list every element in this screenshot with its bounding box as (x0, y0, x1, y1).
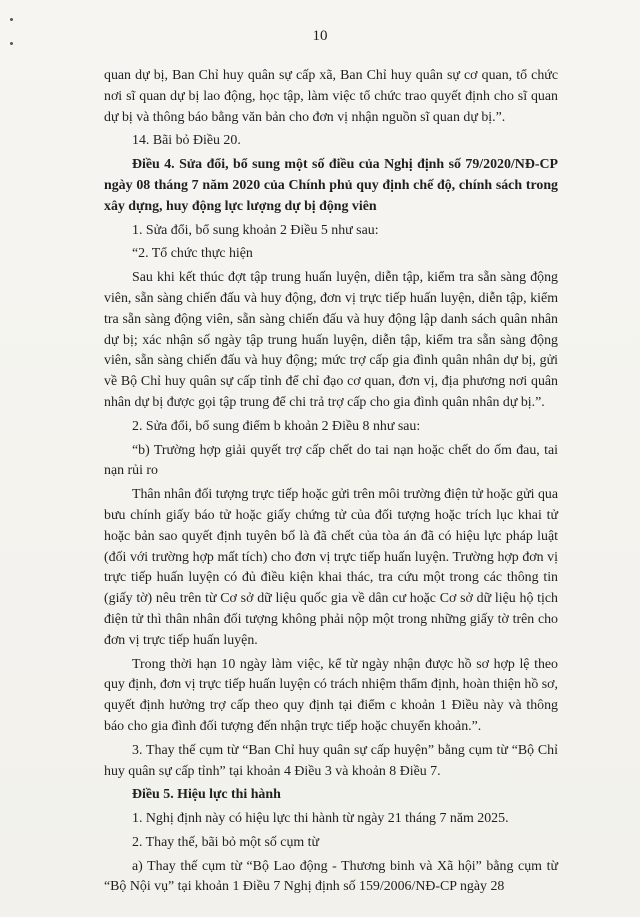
paragraph-time-limit: Trong thời hạn 10 ngày làm việc, kể từ ngày nhận được hồ sơ hợp lệ theo quy định, đơn vị trực tiếp huấn luyện có trách nhiệm thẩm định, hoàn thiện hồ sơ, quyết định hưởng trợ cấp theo quy định tại điểm c khoản 1 Điều này và thông báo cho gia đình đối tượng đến nhận trực tiếp hoặc chuyển khoản.”. (104, 656, 558, 734)
paragraph-implementation: Sau khi kết thúc đợt tập trung huấn luyện, diễn tập, kiểm tra sẵn sàng động viên, sẵn sàng chiến đấu và huy động, đơn vị trực tiếp huấn luyện, diễn tập, kiểm tra sẵn sàng động viên, sẵn sàng chiến đấu và huy động lập danh sách quân nhân dự bị; xác nhận số ngày tập trung huấn luyện, diễn tập, kiểm tra sẵn sàng động viên, sẵn sàng chiến đấu và huy động; mức trợ cấp gia đình quân nhân dự bị, gửi về Bộ Chỉ huy quân sự cấp tỉnh để chỉ đạo cơ quan, đơn vị, địa phương nơi quân nhân dự bị được gọi tập trung để chi trả trợ cấp cho gia đình quân nhân dự bị.”. (104, 270, 558, 410)
paragraph-relatives: Thân nhân đối tượng trực tiếp hoặc gửi trên môi trường điện tử hoặc gửi qua bưu chính giấy báo tử hoặc giấy chứng tử của đối tượng hoặc trích lục khai tử hoặc bản sao quyết định tuyên bố là đã chết của tòa án đã có hiệu lực pháp luật (đối với trường hợp mất tích) cho đơn vị trực tiếp huấn luyện. Trường hợp đơn vị trực tiếp huấn luyện có đủ điều kiện khai thác, tra cứu một trong các thông tin (giấy tờ) nêu trên từ Cơ sở dữ liệu quốc gia về dân cư hoặc Cơ sở dữ liệu hộ tịch điện tử thì thân nhân đối tượng không phải nộp một trong những giấy tờ trên cho đơn vị trực tiếp huấn luyện. (104, 487, 558, 648)
paragraph-clause-3: 3. Thay thế cụm từ “Ban Chỉ huy quân sự cấp huyện” bằng cụm từ “Bộ Chỉ huy quân sự cấp tỉnh” tại khoản 4 Điều 3 và khoản 8 Điều 7. (104, 742, 558, 779)
paragraph-continuation: quan dự bị, Ban Chỉ huy quân sự cấp xã, Ban Chỉ huy quân sự cơ quan, tổ chức nơi sĩ quan dự bị lao động, học tập, làm việc tổ chức trao quyết định cho sĩ quan dự bị và thông báo bằng văn bản cho đơn vị nhận nguồn sĩ quan dự bị.”. (104, 68, 558, 125)
paragraph-point-b: “b) Trường hợp giải quyết trợ cấp chết do tai nạn hoặc chết do ốm đau, tai nạn rủi ro (104, 442, 558, 479)
paragraph-effect-2a: a) Thay thế cụm từ “Bộ Lao động - Thương binh và Xã hội” bằng cụm từ “Bộ Nội vụ” tại khoản 1 Điều 7 Nghị định số 159/2006/NĐ-CP ngày 28 (104, 858, 558, 895)
scan-mark (10, 18, 13, 21)
article-4-heading: Điều 4. Sửa đổi, bổ sung một số điều của Nghị định số 79/2020/NĐ-CP ngày 08 tháng 7 năm 2020 của Chính phủ quy định chế độ, chính sách trong xây dựng, huy động lực lượng dự bị động viên (104, 157, 558, 214)
document-body (104, 66, 558, 901)
paragraph-quote-heading: “2. Tổ chức thực hiện (132, 246, 253, 262)
article-5-heading: Điều 5. Hiệu lực thi hành (132, 787, 281, 803)
paragraph-clause-14: 14. Bãi bỏ Điều 20. (132, 133, 241, 149)
paragraph-clause-2: 2. Sửa đổi, bổ sung điểm b khoản 2 Điều 8 như sau: (132, 418, 421, 434)
paragraph-clause-1: 1. Sửa đổi, bổ sung khoản 2 Điều 5 như sau: (132, 222, 379, 238)
paragraph-effect-1: 1. Nghị định này có hiệu lực thi hành từ ngày 21 tháng 7 năm 2025. (132, 811, 509, 827)
page-number: 10 (312, 28, 328, 44)
paragraph-effect-2: 2. Thay thế, bãi bỏ một số cụm từ (132, 834, 320, 850)
